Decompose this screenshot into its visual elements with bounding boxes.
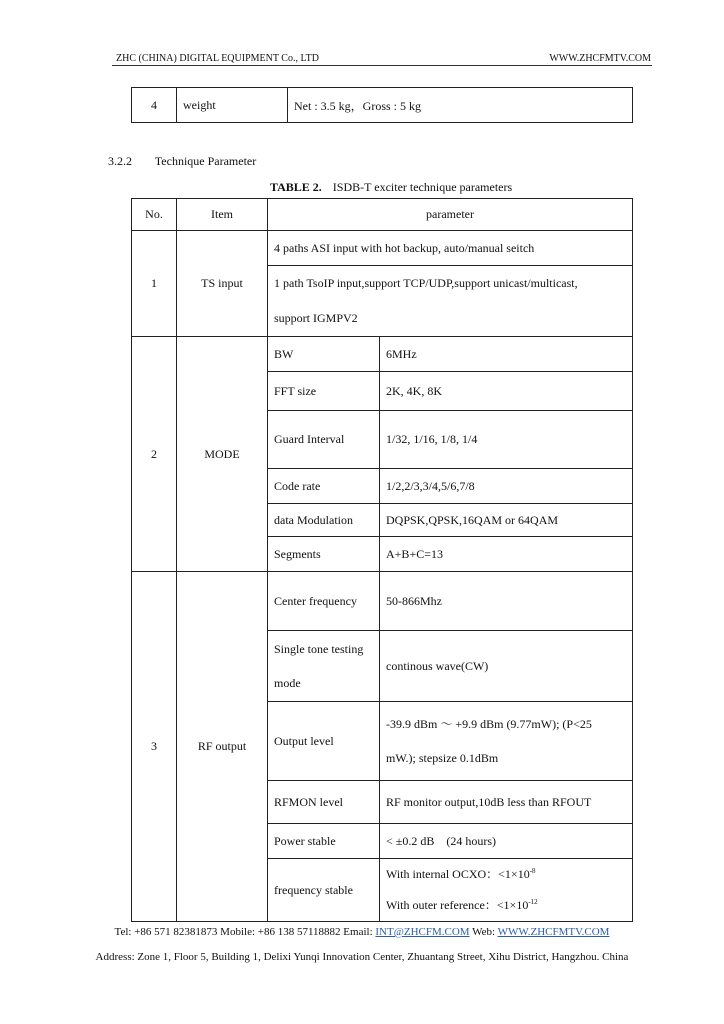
row-number: 1: [132, 231, 177, 337]
param-name: Power stable: [268, 824, 380, 859]
company-name: ZHC (CHINA) DIGITAL EQUIPMENT Co., LTD: [116, 53, 319, 64]
table-caption-text: ISDB-T exciter technique parameters: [332, 180, 513, 194]
param-value: 2K, 4K, 8K: [380, 372, 633, 411]
row-number: 3: [132, 572, 177, 922]
ts-tsoip-line-2: support IGMPV2: [274, 311, 358, 325]
param-name: RFMON level: [268, 781, 380, 824]
footer-web-label: Web:: [469, 926, 498, 938]
single-tone-line-1: Single tone testing: [274, 642, 364, 656]
param-name: Guard Interval: [268, 411, 380, 469]
header-website: WWW.ZHCFMTV.COM: [549, 53, 651, 64]
param-name: [268, 631, 380, 702]
section-heading: [108, 154, 256, 169]
freq-stable-outer: [386, 890, 626, 921]
param-name: frequency stable: [268, 859, 380, 922]
freq-stable-internal: [386, 859, 626, 890]
table-row: [132, 572, 633, 631]
param-value: 6MHz: [380, 337, 633, 372]
table-caption: [270, 180, 512, 195]
row-number: 2: [132, 337, 177, 572]
param-value: [380, 702, 633, 781]
table-row: [132, 231, 633, 266]
param-name: Output level: [268, 702, 380, 781]
section-title: Technique Parameter: [154, 154, 257, 168]
table-caption-label: TABLE 2.: [270, 180, 322, 194]
parameters-table: [131, 198, 633, 922]
table-row: [132, 337, 633, 372]
param-value: continous wave(CW): [380, 631, 633, 702]
param-name: Segments: [268, 537, 380, 572]
param-value: A+B+C=13: [380, 537, 633, 572]
param-name: Code rate: [268, 469, 380, 504]
param-value: < ±0.2 dB (24 hours): [380, 824, 633, 859]
freq-stable-internal-exponent: -8: [529, 867, 536, 875]
param-name: data Modulation: [268, 504, 380, 537]
footer-tel: Tel: +86 571 82381873 Mobile: +86 138 57118882 Email:: [114, 926, 376, 938]
output-level-line-1: -39.9 dBm ～ +9.9 dBm (9.77mW); (P<25: [386, 717, 592, 731]
row-item: RF output: [177, 572, 268, 922]
footer-contact: [0, 926, 724, 938]
header-divider: [112, 65, 652, 66]
section-number: 3.2.2: [108, 154, 132, 168]
row-item: TS input: [177, 231, 268, 337]
freq-stable-internal-text: With internal OCXO：<1×10: [386, 867, 530, 881]
row-item: MODE: [177, 337, 268, 572]
ts-asi-input: 4 paths ASI input with hot backup, auto/manual seitch: [268, 231, 633, 266]
table-row: [132, 88, 633, 123]
ts-tsoip-line-1: 1 path TsoIP input,support TCP/UDP,support unicast/multicast,: [274, 276, 578, 290]
param-value: 50-866Mhz: [380, 572, 633, 631]
output-level-line-2: mW.); stepsize 0.1dBm: [386, 751, 499, 765]
param-value: 1/2,2/3,3/4,5/6,7/8: [380, 469, 633, 504]
table-header-row: [132, 199, 633, 231]
param-value: [380, 859, 633, 922]
param-value: DQPSK,QPSK,16QAM or 64QAM: [380, 504, 633, 537]
single-tone-line-2: mode: [274, 676, 301, 690]
ts-tsoip-input: [268, 266, 633, 337]
footer-address: Address: Zone 1, Floor 5, Building 1, Delixi Yunqi Innovation Center, Zhuantang Street, Xihu District, Hangzhou. China: [95, 951, 629, 963]
header-no: No.: [132, 199, 177, 231]
param-value: 1/32, 1/16, 1/8, 1/4: [380, 411, 633, 469]
param-name: BW: [268, 337, 380, 372]
footer-web-link[interactable]: WWW.ZHCFMTV.COM: [497, 926, 610, 938]
weight-table: [131, 87, 633, 123]
row-number: 4: [132, 88, 177, 123]
param-name: Center frequency: [268, 572, 380, 631]
freq-stable-outer-exponent: -12: [528, 898, 538, 906]
param-name: FFT size: [268, 372, 380, 411]
header-parameter: parameter: [268, 199, 633, 231]
param-value: RF monitor output,10dB less than RFOUT: [380, 781, 633, 824]
row-item: weight: [177, 88, 288, 123]
footer-email-link[interactable]: INT@ZHCFM.COM: [375, 926, 470, 938]
row-value: Net : 3.5 kg，Gross : 5 kg: [288, 88, 633, 123]
header-item: Item: [177, 199, 268, 231]
freq-stable-outer-text: With outer reference：<1×10: [386, 898, 529, 912]
